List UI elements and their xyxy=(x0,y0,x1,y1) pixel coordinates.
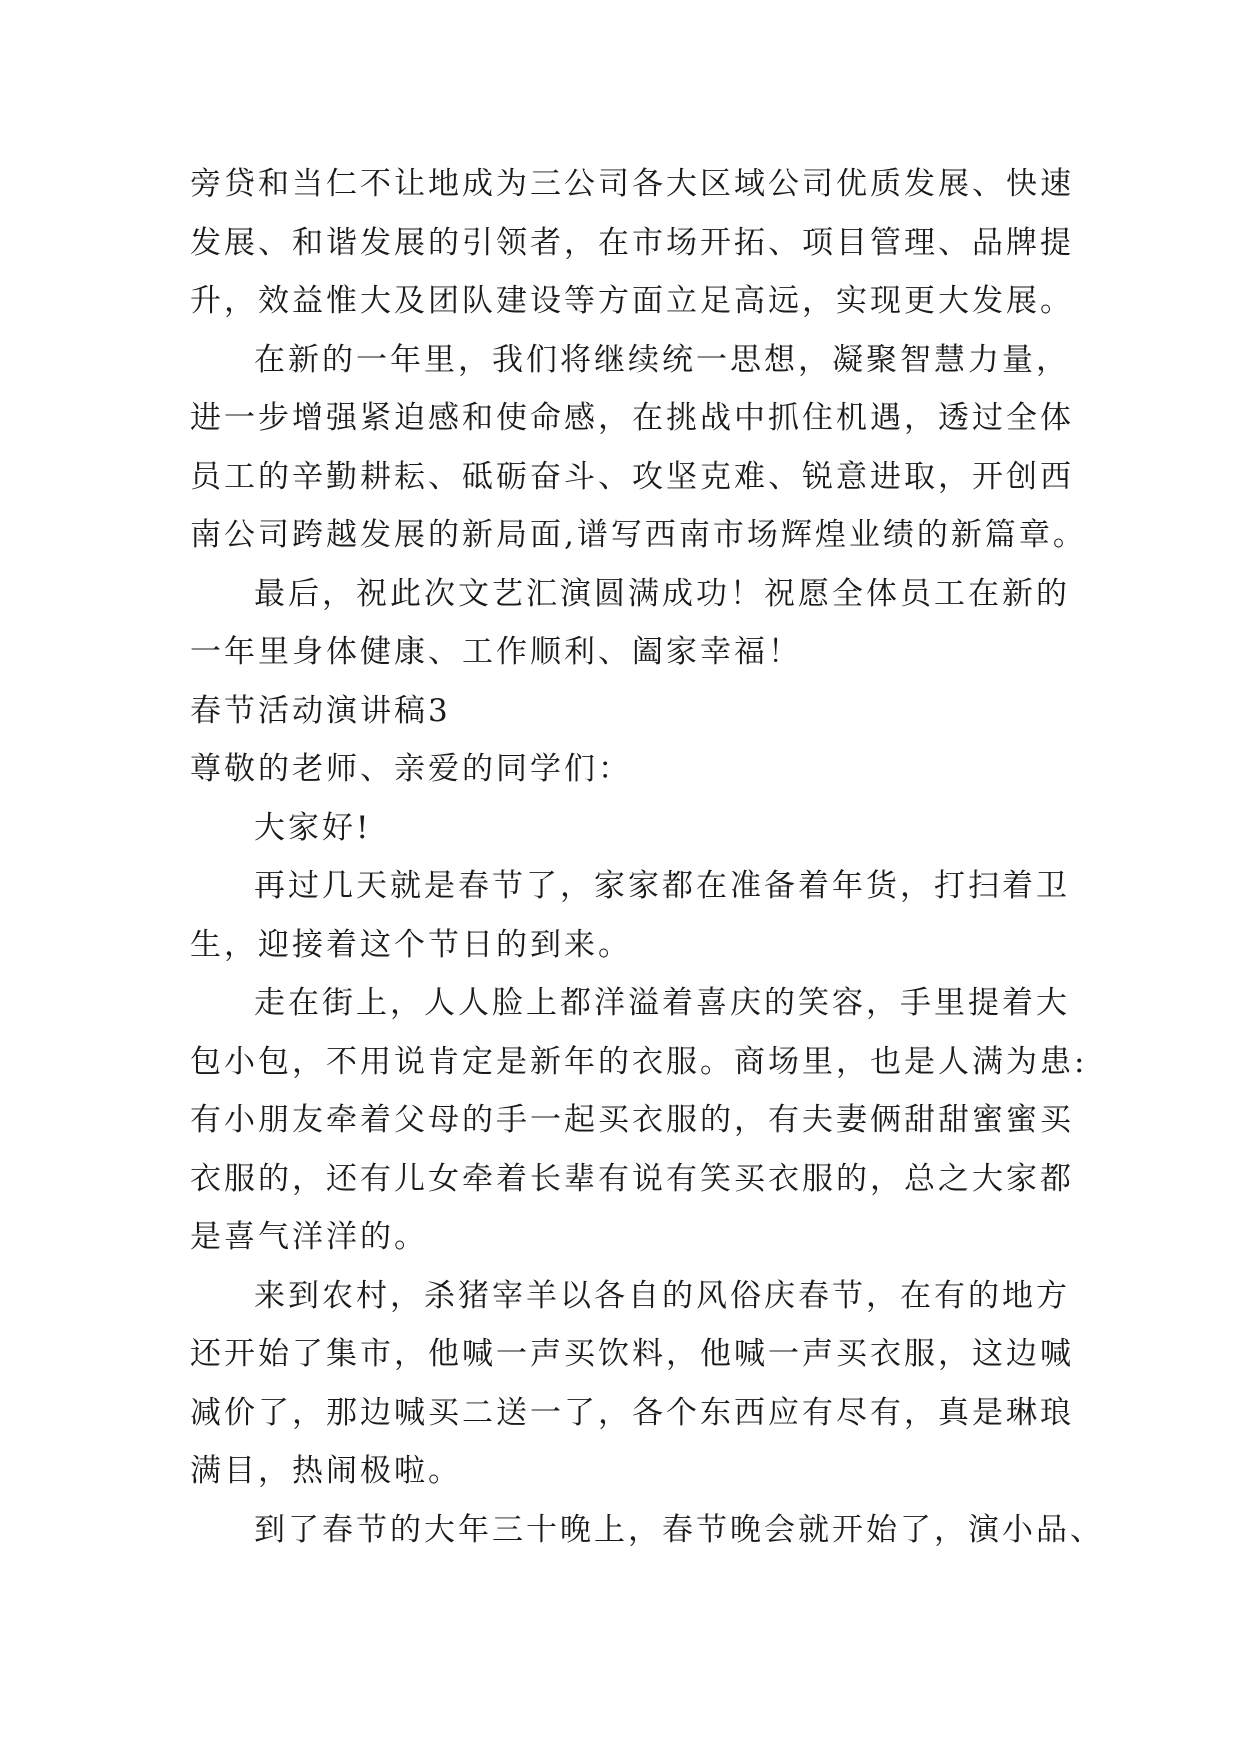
text-line: 包小包，不用说肯定是新年的衣服。商场里，也是人满为患: xyxy=(190,1043,1088,1080)
text-line: 再过几天就是春节了，家家都在准备着年货，打扫着卫 xyxy=(254,868,1070,904)
text-line: 最后，祝此次文艺汇演圆满成功！祝愿全体员工在新的 xyxy=(254,575,1070,612)
text-line: 升，效益惟大及团队建设等方面立足高远，实现更大发展。 xyxy=(190,283,1074,319)
text-line: 是喜气洋洋的。 xyxy=(190,1219,428,1255)
text-line: 在新的一年里，我们将继续统一思想，凝聚智慧力量， xyxy=(254,341,1070,378)
paragraph-countryside xyxy=(190,1267,1074,1501)
text-line: 旁贷和当仁不让地成为三公司各大区域公司优质发展、快速 xyxy=(190,166,1074,202)
text-line: 发展、和谐发展的引领者，在市场开拓、项目管理、品牌提 xyxy=(190,224,1074,261)
text-line: 满目，热闹极啦。 xyxy=(190,1453,462,1489)
text-line: 员工的辛勤耕耘、砥砺奋斗、攻坚克难、锐意进取，开创西 xyxy=(190,458,1074,495)
paragraph-closing-wishes xyxy=(190,565,1070,682)
paragraph-continuation xyxy=(190,155,1074,331)
text-line: 生，迎接着这个节日的到来。 xyxy=(190,926,632,963)
text-line: 有小朋友牵着父母的手一起买衣服的，有夫妻俩甜甜蜜蜜买 xyxy=(190,1102,1074,1138)
salutation xyxy=(190,740,1070,799)
paragraph-spring-festival-coming xyxy=(190,857,1070,974)
text-line: 尊敬的老师、亲爱的同学们： xyxy=(190,751,632,787)
text-line: 减价了，那边喊买二送一了，各个东西应有尽有，真是琳琅 xyxy=(190,1394,1074,1431)
section-title: 春节活动演讲稿3 xyxy=(190,692,451,729)
text-line: 来到农村，杀猪宰羊以各自的风俗庆春节，在有的地方 xyxy=(254,1277,1070,1314)
text-line: 走在街上，人人脸上都洋溢着喜庆的笑容，手里提着大 xyxy=(254,985,1070,1021)
text-line: 大家好! xyxy=(254,809,372,846)
text-line: 到了春节的大年三十晚上，春节晚会就开始了，演小品、 xyxy=(254,1511,1104,1548)
paragraph-street-scene xyxy=(190,974,1088,1267)
text-line: 还开始了集市，他喊一声买饮料，他喊一声买衣服，这边喊 xyxy=(190,1336,1074,1372)
document-body xyxy=(190,155,1104,1559)
text-line: 进一步增强紧迫感和使命感，在挑战中抓住机遇，透过全体 xyxy=(190,400,1074,436)
text-line: 衣服的，还有儿女牵着长辈有说有笑买衣服的，总之大家都 xyxy=(190,1160,1074,1197)
paragraph-new-year-eve xyxy=(190,1501,1104,1560)
paragraph-new-year xyxy=(190,331,1087,565)
greeting xyxy=(190,799,1070,858)
text-line: 一年里身体健康、工作顺利、阖家幸福！ xyxy=(190,634,802,670)
text-line: 南公司跨越发展的新局面,谱写西南市场辉煌业绩的新篇章。 xyxy=(190,517,1087,553)
